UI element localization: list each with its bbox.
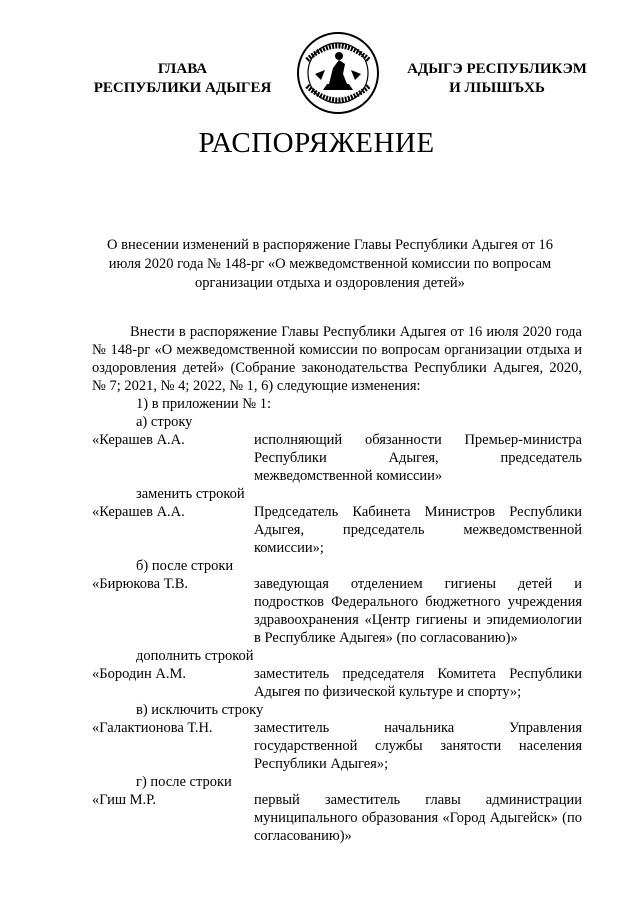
entry-desc: первый заместитель главы администрации муниципального образования «Город Адыгейск» (по согласованию)» [254,792,582,844]
entry-desc: заместитель председателя Комитета Республики Адыгея по физической культуре и спорту»; [254,666,582,700]
entry-desc: Председатель Кабинета Министров Республики Адыгея, председатель межведомственной комиссии»; [254,504,582,556]
entry-4 [92,665,582,701]
entry-2 [92,503,582,557]
header-right [387,60,607,98]
entry-desc: заведующая отделением гигиены детей и подростков Федерального бюджетного учреждения здравоохранения «Центр гигиены и эпидемиологии в Республике Адыгея» (по согласованию)» [254,576,582,646]
entry-name: «Гиш М.Р. [92,792,157,808]
entry-desc: заместитель начальника Управления государственной службы занятости населения Республики Адыгея»; [254,720,582,772]
item-b: б) после строки [136,558,234,574]
header-left [60,60,305,98]
item-g: г) после строки [136,774,232,790]
document-body [92,323,582,845]
entry-desc: исполняющий обязанности Премьер-министра Республики Адыгея, председатель межведомственной комиссии» [254,432,582,484]
entry-name: «Бородин А.М. [92,666,187,682]
document-title: РАСПОРЯЖЕНИЕ [198,127,435,159]
header-right-line1: АДЫГЭ РЕСПУБЛИКЭМ [407,61,587,77]
coat-of-arms-icon [295,30,381,116]
entry-name: «Керашев А.А. [92,504,185,520]
item-v: в) исключить строку [136,702,264,718]
document-subject: О внесении изменений в распоряжение Главы Республики Адыгея от 16 июля 2020 года № 148-рг «О межведомственной комиссии по вопросам организации отдыха и оздоровления детей» [107,237,553,291]
entry-3 [92,575,582,647]
item-a: а) строку [136,414,193,430]
entry-6 [92,791,582,845]
replace-line: заменить строкой [136,486,245,502]
entry-5 [92,719,582,773]
header-right-line2: И ЛІЫШЪХЬ [449,80,545,96]
entry-name: «Керашев А.А. [92,432,185,448]
intro-paragraph: Внести в распоряжение Главы Республики Адыгея от 16 июля 2020 года № 148-рг «О межведомственной комиссии по вопросам организации отдыха и оздоровления детей» (Собрание законодательства Республики Адыгея, 2020, № 7; 2021, № 4; 2022, № 1, 6) следующие изменения: [92,324,582,394]
item-1: 1) в приложении № 1: [136,396,271,412]
entry-name: «Бирюкова Т.В. [92,576,189,592]
entry-name: «Галактионова Т.Н. [92,720,213,736]
entry-1 [92,431,582,485]
header-left-line1: ГЛАВА [157,61,208,77]
add-line: дополнить строкой [136,648,254,664]
header-left-line2: РЕСПУБЛИКИ АДЫГЕЯ [93,80,272,96]
